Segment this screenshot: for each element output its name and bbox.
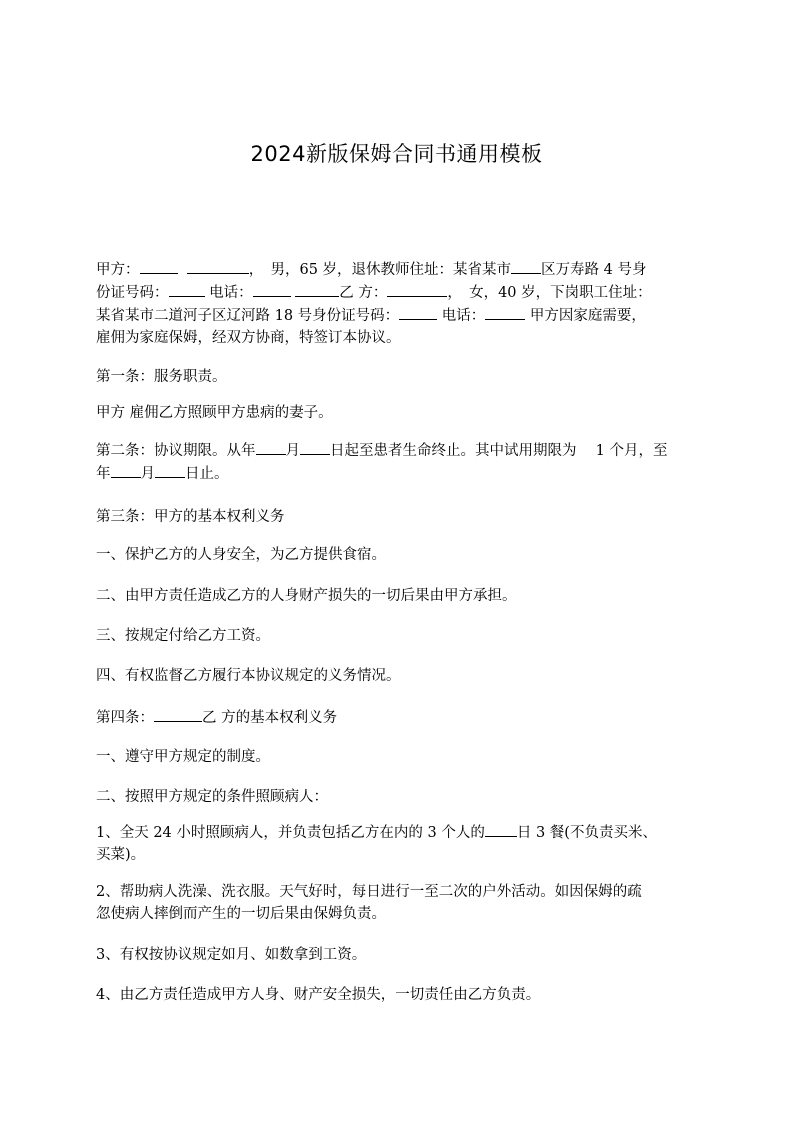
phone-label: 电话： [204,285,253,301]
end-day-label: 日止。 [185,466,229,482]
blank-start-day[interactable] [300,439,330,455]
intro-line-1 [96,258,706,281]
year-label: 年 [96,466,111,482]
article-4-title: 乙 方的基本权利义务 [202,710,338,726]
duty-item-1 [96,821,706,866]
duty-item-3: 3、有权按协议规定如月、如数拿到工资。 [96,947,367,963]
blank-party-a-name[interactable] [140,258,178,274]
intro-line-4 [96,327,706,349]
blank-party-b-id[interactable] [399,304,437,320]
party-a-info: ， 男，65 岁，退休教师住址：某省某市 [248,262,512,278]
duty-1-text: 1、全天 24 小时照顾病人，并负责包括乙方在内的 3 个人的 [96,825,485,841]
duty-1-text-tail: 日 3 餐(不负责买米、 [516,825,657,841]
intro-paragraph [96,258,706,349]
duty-item-2-line-2: 忽使病人摔倒而产生的一切后果由保姆负责。 [96,906,386,922]
month-label: 月 [285,443,300,459]
document-title: 2024新版保姆合同书通用模板 [250,142,543,166]
article-1-text: 甲方 雇佣乙方照顾甲方患病的妻子。 [96,405,333,421]
article-4-item: 一、遵守甲方规定的制度。 [96,749,270,765]
duty-item-2-line-1: 2、帮助病人洗澡、洗衣服。天气好时，每日进行一至二次的户外活动。如因保姆的疏 [96,884,642,900]
blank-end-month[interactable] [111,462,141,478]
article-4-item: 二、按照甲方规定的条件照顾病人： [96,789,328,805]
intro-reason: 甲方因家庭需要， [525,308,646,324]
blank-party-b-phone[interactable] [485,304,525,320]
article-1-heading: 第一条：服务职责。 [96,369,227,385]
article-3-item: 四、有权监督乙方履行本协议规定的义务情况。 [96,668,401,684]
blank-party-a-id[interactable] [169,281,205,297]
article-4-label: 第四条： [96,710,154,726]
article-2 [96,439,706,485]
intro-closing: 雇佣为家庭保姆，经双方协商，特签订本协议。 [96,330,401,346]
blank-party-b-name[interactable] [387,281,447,297]
article-3-heading: 第三条：甲方的基本权利义务 [96,509,285,525]
intro-line-2 [96,281,706,304]
intro-line-3 [96,304,706,327]
article-3-item: 二、由甲方责任造成乙方的人身财产损失的一切后果由甲方承担。 [96,588,517,604]
blank-party-a-extra[interactable] [187,258,249,274]
party-b-info: ， 女，40 岁，下岗职工住址： [447,285,652,301]
blank-party-a-phone-2[interactable] [295,281,339,297]
article-2-line-1 [96,439,706,462]
id-label: 份证号码： [96,285,169,301]
party-b-phone-label: 电话： [437,308,486,324]
blank-article-4[interactable] [154,706,202,722]
blank-start-month[interactable] [256,439,286,455]
article-2-line-2 [96,462,706,485]
party-b-label: 乙 方： [339,285,388,301]
blank-meals[interactable] [485,821,517,837]
end-month-label: 月 [140,466,155,482]
party-a-address-tail: 区万寿路 4 号身 [541,262,647,278]
blank-end-day[interactable] [155,462,185,478]
article-3-item: 一、保护乙方的人身安全，为乙方提供食宿。 [96,547,386,563]
blank-party-a-phone[interactable] [253,281,291,297]
duty-item-1-line-1 [96,821,706,844]
party-a-label: 甲方： [96,262,140,278]
article-4-heading [96,706,706,729]
duty-item-1-line-2: 买菜)。 [96,847,146,863]
duty-item-2 [96,881,706,925]
article-2-start: 第二条：协议期限。从年 [96,443,256,459]
blank-district[interactable] [511,258,541,274]
article-2-trial: 日起至患者生命终止。其中试用期限为 1 个月，至 [330,443,668,459]
party-b-address: 某省某市二道河子区辽河路 18 号身份证号码： [96,308,400,324]
article-3-item: 三、按规定付给乙方工资。 [96,628,270,644]
duty-item-4: 4、由乙方责任造成甲方人身、财产安全损失，一切责任由乙方负责。 [96,987,541,1003]
